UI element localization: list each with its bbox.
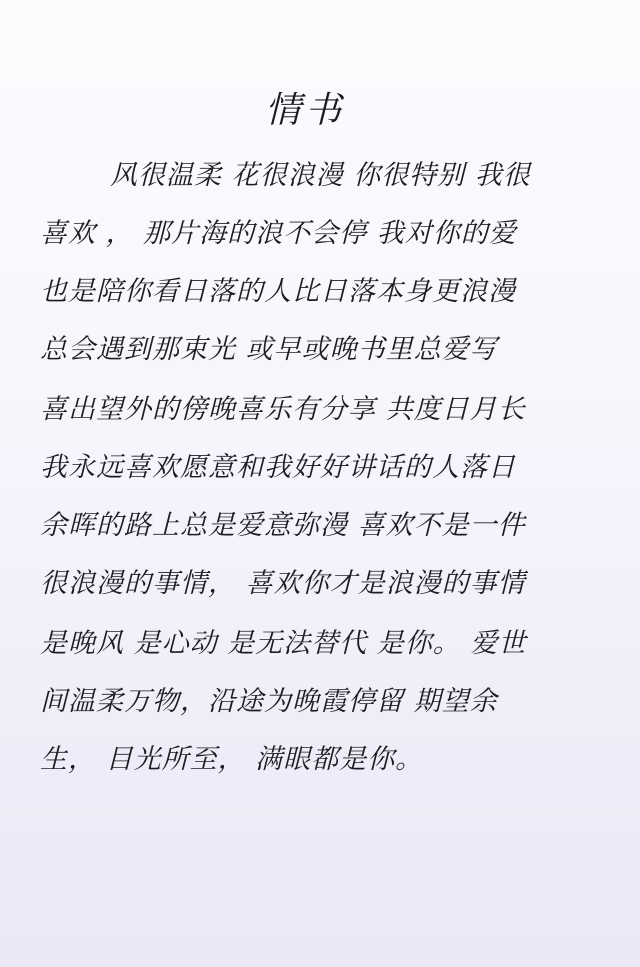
text-line: 喜出望外的傍晚喜乐有分享 共度日月长 [40, 394, 526, 425]
text-line: 是晚风 是心动 是无法替代 是你。 爱世 [40, 628, 527, 659]
text-line: 也是陪你看日落的人比日落本身更浪漫 [40, 276, 516, 307]
letter-title: 情书 [265, 90, 346, 131]
text-line: 风很温柔 花很浪漫 你很特别 我很 [110, 160, 531, 191]
text-line: 我永远喜欢愿意和我好好讲话的人落日 [40, 452, 516, 483]
text-line: 余晖的路上总是爱意弥漫 喜欢不是一件 [40, 510, 526, 541]
text-line: 间温柔万物，沿途为晚霞停留 期望余 [40, 686, 498, 717]
text-line: 生， 目光所至， 满眼都是你。 [40, 744, 424, 775]
text-line: 很浪漫的事情， 喜欢你才是浪漫的事情 [40, 568, 526, 599]
text-line: 总会遇到那束光 或早或晚书里总爱写 [40, 334, 498, 365]
text-line: 喜欢 ， 那片海的浪不会停 我对你的爱 [40, 218, 517, 249]
